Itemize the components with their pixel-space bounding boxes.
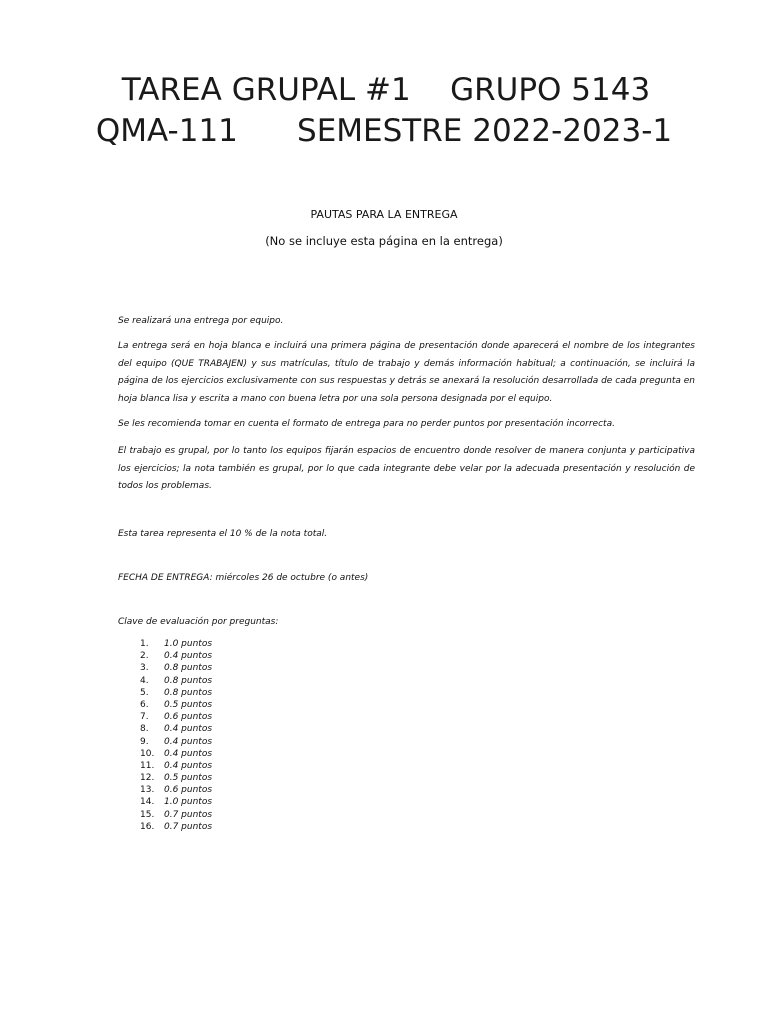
item-number: 2. [140,651,149,662]
paragraph-recommendation: Se les recomienda tomar en cuenta el formato de entrega para no perder puntos por presentación incorrecta. [118,419,615,429]
item-number: 6. [140,699,149,710]
item-value: 0.7 puntos [164,821,213,832]
item-number: 10. [140,748,155,759]
item-value: 0.6 puntos [164,785,213,796]
item-value: 0.8 puntos [164,675,213,686]
list-item [140,711,212,723]
item-value: 0.6 puntos [164,712,213,723]
paragraph-group-work: El trabajo es grupal, por lo tanto los equipos fijarán espacios de encuentro donde resolver de manera conjunta y participativa los ejercicios; la nota también es grupal, por lo que cada integrante debe velar por la adecuada presentación y resolución de todos los problemas. [118,446,695,491]
item-value: 1.0 puntos [164,797,213,808]
item-value: 0.4 puntos [164,651,213,662]
list-item [140,821,212,833]
item-value: 0.4 puntos [164,748,213,759]
item-value: 0.8 puntos [164,687,213,698]
item-number: 8. [140,724,149,735]
item-number: 15. [140,809,155,820]
score-list [140,638,212,833]
paragraph-weight: Esta tarea representa el 10 % de la nota total. [118,529,328,539]
paragraph-format: La entrega será en hoja blanca e incluirá una primera página de presentación donde aparecerá el nombre de los integrantes del equipo (QUE TRABAJEN) y sus matrículas, título de trabajo y demás información habitual; a continuación, se incluirá la página de los ejercicios exclusivamente con sus respuestas y detrás se anexará la resolución desarrollada de cada pregunta en hoja blanca lisa y escrita a mano con buena letra por una sola persona designada por el equipo. [118,341,695,404]
item-value: 0.7 puntos [164,809,213,820]
item-value: 0.4 puntos [164,736,213,747]
item-number: 3. [140,663,149,674]
list-item [140,736,212,748]
list-item [140,699,212,711]
item-value: 0.5 puntos [164,773,213,784]
item-number: 7. [140,712,149,723]
list-item [140,748,212,760]
item-number: 5. [140,687,149,698]
list-item [140,784,212,796]
item-number: 14. [140,797,155,808]
list-item [140,662,212,674]
item-value: 1.0 puntos [164,639,213,649]
item-number: 13. [140,785,155,796]
document-title-line-2: QMA-111 SEMESTRE 2022-2023-1 [95,113,673,149]
item-number: 16. [140,821,155,832]
item-number: 4. [140,675,149,686]
item-number: 1. [140,639,149,649]
list-item [140,638,212,650]
item-value: 0.4 puntos [164,760,213,771]
list-item [140,650,212,662]
section-heading: PAUTAS PARA LA ENTREGA [310,208,458,221]
item-number: 11. [140,760,155,771]
list-item [140,772,212,784]
item-number: 12. [140,773,155,784]
paragraph-delivery: Se realizará una entrega por equipo. [118,316,284,326]
item-value: 0.8 puntos [164,663,213,674]
list-item [140,760,212,772]
list-item [140,723,212,735]
section-note: (No se incluye esta página en la entrega) [265,234,503,248]
item-number: 9. [140,736,149,747]
paragraph-due-date: FECHA DE ENTREGA: miércoles 26 de octubre (o antes) [118,573,369,583]
paragraph-score-key: Clave de evaluación por preguntas: [118,617,279,627]
document-title-line-1: TAREA GRUPAL #1 GRUPO 5143 [121,72,651,108]
list-item [140,675,212,687]
item-value: 0.4 puntos [164,724,213,735]
list-item [140,796,212,808]
list-item [140,809,212,821]
item-value: 0.5 puntos [164,699,213,710]
list-item [140,687,212,699]
